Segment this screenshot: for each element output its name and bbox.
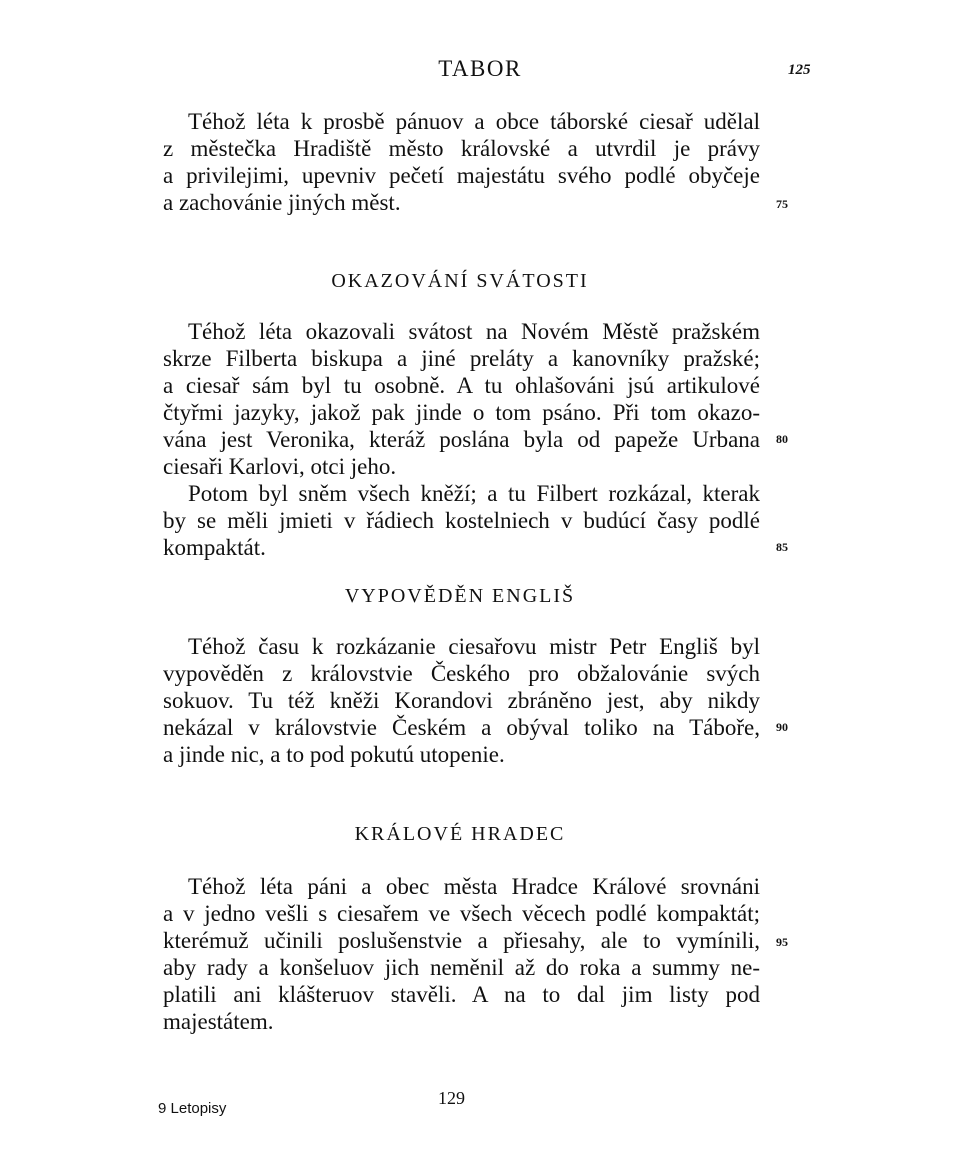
text-line: sokuov. Tu též kněži Korandovi zbráněno jest, aby nikdy — [163, 688, 760, 713]
text-line: Potom byl sněm všech kněží; a tu Filbert rozkázal, kterak — [188, 481, 760, 506]
folio-number: 125 — [788, 62, 811, 78]
text-line: a privilejimi, upevniv pečetí majestátu svého podlé obyčeje — [163, 163, 760, 188]
text-line: kterémuž učinili poslušenstvie a přiesahy, ale to vymínili, — [163, 928, 760, 953]
text-line: kompaktát. — [163, 535, 266, 560]
text-line: z městečka Hradiště město královské a utvrdil je právy — [163, 136, 760, 161]
text-line: Téhož času k rozkázanie ciesařovu mistr Petr Engliš byl — [188, 634, 760, 659]
section-heading: KRÁLOVÉ HRADEC — [354, 823, 566, 845]
margin-line-number: 85 — [776, 540, 788, 554]
text-line: Téhož léta k prosbě pánuov a obce táborské ciesař udělal — [188, 109, 760, 134]
signature-mark: 9 Letopisy — [158, 1100, 227, 1117]
text-line: Téhož léta páni a obec města Hradce Králové srovnáni — [188, 874, 760, 899]
text-line: a jinde nic, a to pod pokutú utopenie. — [163, 742, 505, 767]
text-line: majestátem. — [163, 1009, 274, 1034]
text-line: Téhož léta okazovali svátost na Novém Městě pražském — [188, 319, 760, 344]
text-line: by se měli jmieti v řádiech kostelniech v budúcí časy podlé — [163, 508, 760, 533]
text-line: a zachovánie jiných měst. — [163, 190, 401, 215]
section-heading: VYPOVĚDĚN ENGLIŠ — [344, 585, 576, 607]
text-line: platili ani klášteruov stavěli. A na to dal jim listy pod — [163, 982, 760, 1007]
margin-line-number: 75 — [776, 197, 788, 211]
text-line: aby rady a konšeluov jich neměnil až do roka a summy ne- — [163, 955, 760, 980]
margin-line-number: 80 — [776, 432, 788, 446]
running-head: TABOR — [438, 56, 522, 81]
text-line: nekázal v královstvie Českém a obýval toliko na Táboře, — [163, 715, 760, 740]
text-line: skrze Filberta biskupa a jiné preláty a kanovníky pražské; — [163, 346, 760, 371]
page-number: 129 — [438, 1088, 465, 1108]
text-line: ciesaři Karlovi, otci jeho. — [163, 454, 397, 479]
text-line: a ciesař sám byl tu osobně. A tu ohlašováni jsú artikulové — [163, 373, 760, 398]
text-line: čtyřmi jazyky, jakož pak jinde o tom psáno. Při tom okazo- — [163, 400, 760, 425]
text-line: vána jest Veronika, kteráž poslána byla od papeže Urbana — [163, 427, 760, 452]
margin-line-number: 95 — [776, 935, 788, 949]
margin-line-number: 90 — [776, 720, 788, 734]
text-line: a v jedno vešli s ciesařem ve všech věcech podlé kompaktát; — [163, 901, 760, 926]
section-heading: OKAZOVÁNÍ SVÁTOSTI — [331, 270, 589, 292]
text-line: vypověděn z královstvie Českého pro obžalovánie svých — [163, 661, 760, 686]
